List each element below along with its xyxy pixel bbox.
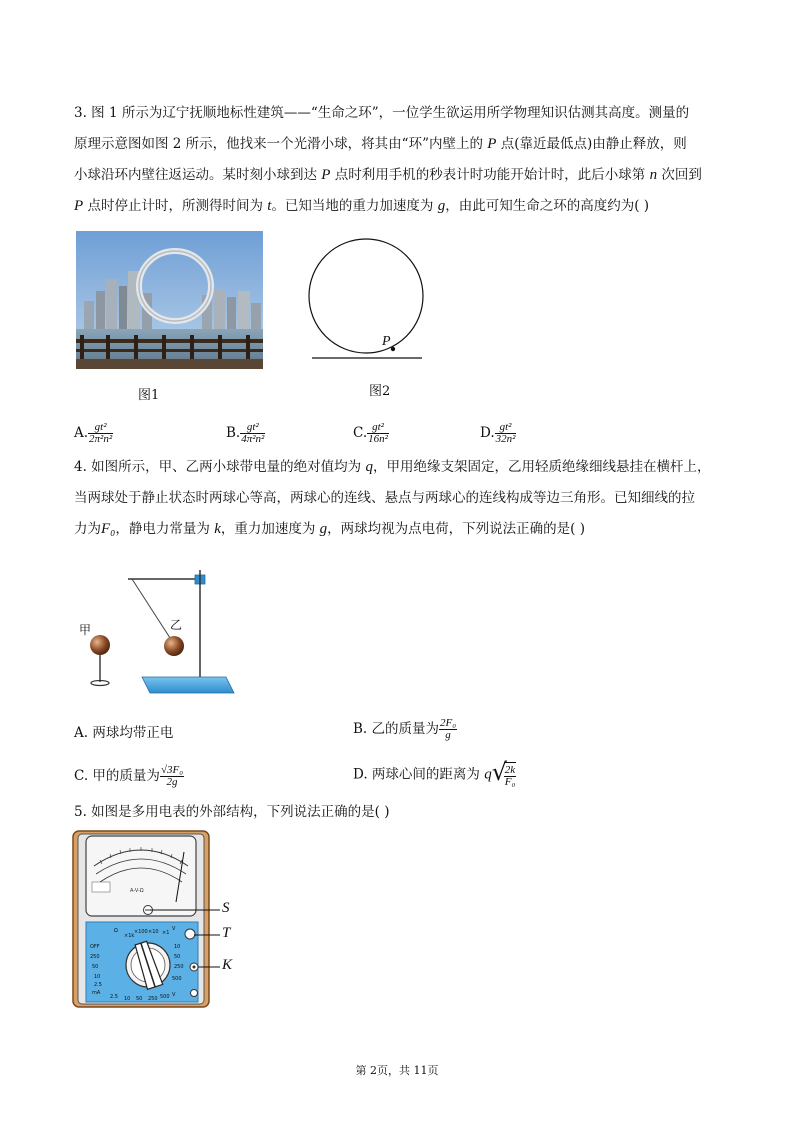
dial-right-label: 250	[174, 964, 184, 970]
dial-right-label: 50	[174, 954, 181, 960]
q4-diagram	[76, 565, 246, 700]
figure-1-caption: 图1	[138, 388, 160, 403]
q4-option-b[interactable]: B. 乙的质量为 $\frac{\text{2F₀}}{g}$	[353, 717, 457, 741]
dial-bottom-label: V	[172, 992, 176, 998]
dial-left-label: mA	[92, 990, 101, 996]
q3-line-3: 小球沿环内壁往返运动。某时刻小球到达 P 点时利用手机的秒表计时功能开始计时，此后小球第 n 次回到	[74, 167, 702, 183]
dial-top-label: Ω	[114, 928, 118, 934]
q3-option-b[interactable]: B. $\frac{\text{gt²}}{\text{4π²n²}}$	[226, 421, 265, 445]
q4-option-a[interactable]: A. 两球均带正电	[74, 725, 174, 741]
q4-line-1: 4. 如图所示，甲、乙两小球带电量的绝对值均为 q，甲用绝缘支架固定，乙用轻质绝缘细线悬挂在横杆上，	[74, 459, 711, 475]
dial-bottom-label: 500	[160, 994, 170, 1000]
dial-bottom-label: 50	[136, 996, 143, 1002]
page-footer: 第 2页，共 11页	[355, 1064, 439, 1077]
label-jia: 甲	[79, 623, 92, 637]
figure-2-caption: 图2	[369, 384, 391, 399]
q4-line-2: 当两球处于静止状态时两球心等高，两球心的连线、悬点与两球心的连线构成等边三角形。已知细线的拉	[74, 490, 695, 506]
label-yi: 乙	[170, 618, 183, 632]
q3-line-1: 3. 图 1 所示为辽宁抚顺地标性建筑——“生命之环”，一位学生欲运用所学物理知识估测其高度。测量的	[74, 105, 690, 121]
dial-left-label: OFF	[90, 944, 100, 950]
dial-left-label: 250	[90, 954, 100, 960]
multimeter-leader-lines	[150, 900, 233, 980]
point-p-marker	[391, 347, 395, 351]
q4-line-3: 力为F₀，静电力常量为 k，重力加速度为 g，两球均视为点电荷，下列说法正确的是( )	[74, 521, 585, 537]
q3-option-d[interactable]: D. $\frac{\text{gt²}}{\text{32n²}}$	[480, 421, 516, 445]
dial-left-label: 2.5	[94, 982, 102, 988]
dial-right-label: 10	[174, 944, 181, 950]
figure-1-photo	[76, 231, 263, 369]
dial-top-label: ×1k	[124, 933, 135, 939]
dial-top-label: ×100	[134, 929, 148, 935]
label-k: K	[222, 957, 233, 973]
dial-top-label: V	[172, 926, 176, 932]
q3-option-c[interactable]: C. $\frac{\text{gt²}}{\text{16n²}}$	[353, 421, 388, 445]
q3-line-4: P 点时停止计时，所测得时间为 t。已知当地的重力加速度为 g，由此可知生命之环的高度约为( )	[74, 198, 650, 214]
dial-right-label: 500	[172, 976, 182, 982]
dial-top-label: ×10	[148, 929, 159, 935]
figure-2-diagram	[308, 232, 426, 364]
q3-line-2: 原理示意图如图 2 所示，他找来一个光滑小球，将其由“环”内壁上的 P 点(靠近最低点)由静止释放，则	[74, 136, 687, 152]
label-s: S	[222, 900, 230, 916]
dial-bottom-label: 10	[124, 996, 131, 1002]
q4-option-d[interactable]: D. 两球心间的距离为 q √ $\frac{2k}{\text{F₀}}$	[353, 758, 516, 788]
dial-bottom-label: 250	[148, 996, 158, 1002]
label-t: T	[222, 925, 231, 941]
q4-option-c[interactable]: C. 甲的质量为 $\frac{\text{√3F₀}}{2g}$	[74, 764, 184, 788]
q3-option-a[interactable]: A. $\frac{\text{gt²}}{\text{2π²n²}}$	[74, 421, 113, 445]
dial-top-label: ×1	[162, 930, 170, 936]
dial-bottom-label: 2.5	[110, 994, 118, 1000]
q5-line-1: 5. 如图是多用电表的外部结构，下列说法正确的是( )	[74, 804, 390, 820]
dial-left-label: 50	[92, 964, 99, 970]
figure-2-point-label: P	[382, 334, 391, 349]
dial-left-label: 10	[94, 974, 101, 980]
dial-scale-label: A-V-Ω	[130, 888, 144, 894]
